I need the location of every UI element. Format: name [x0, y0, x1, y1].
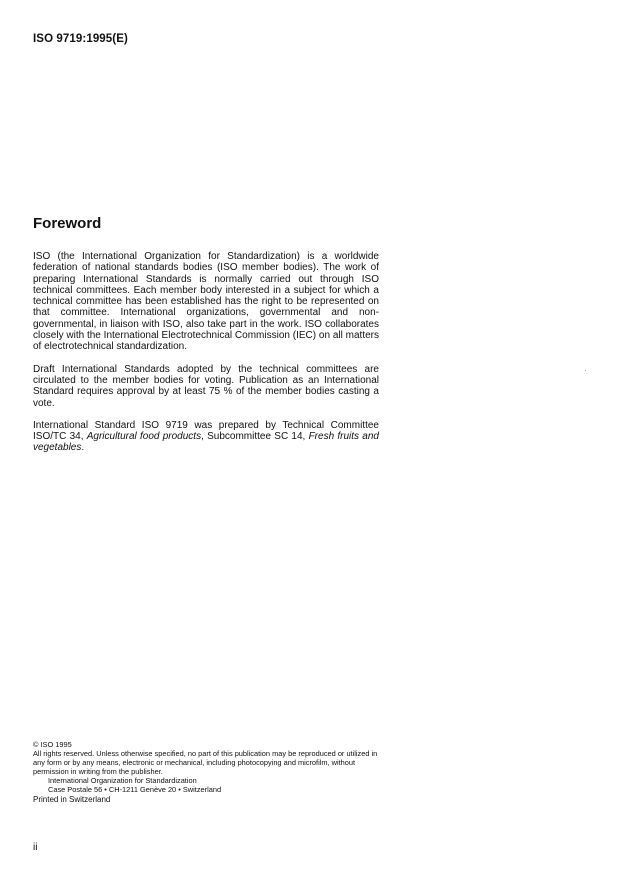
- foreword-paragraph-3: [33, 420, 379, 454]
- paragraph-3-text-a: International Standard ISO 9719 was prepared by Technical Committee ISO/TC 34,: [33, 419, 379, 443]
- document-identifier: ISO 9719:1995(E): [33, 33, 128, 45]
- foreword-heading: Foreword: [33, 215, 102, 232]
- tc-title: Agricultural food products: [86, 431, 202, 443]
- organization-name: International Organization for Standardization: [48, 776, 197, 785]
- foreword-paragraph-1: ISO (the International Organization for Standardization) is a worldwide federation of national standards bodies (ISO member bodies). The work of preparing International Standards is normally carried out through ISO technical committees. Each member body interested in a subject for which a technical committee has been established has the right to be represented on that committee. International organizations, governmental and non-governmental, in liaison with ISO, also take part in the work. ISO collaborates closely with the International Electrotechnical Commission (IEC) on all matters of electrotechnical standardization.: [33, 251, 379, 353]
- paragraph-3-text-c: , Subcommittee SC 14,: [201, 431, 309, 443]
- foreword-paragraph-2: Draft International Standards adopted by the technical committees are circulated to the member bodies for voting. Publication as an International Standard requires approval by at least 75 % of the member bodies casting a vote.: [33, 363, 379, 409]
- copyright-line: © ISO 1995: [33, 740, 72, 749]
- paragraph-3-text-e: .: [81, 442, 85, 454]
- organization-address: Case Postale 56 • CH-1211 Genève 20 • Switzerland: [48, 785, 222, 794]
- rights-statement: All rights reserved. Unless otherwise specified, no part of this publication may be reproduced or utilized in any form or by any means, electronic or mechanical, including photocopying and microfilm, without permission in writing from the publisher.: [33, 749, 378, 776]
- copyright-block: [33, 740, 381, 804]
- foreword-body: [33, 251, 379, 465]
- printed-in: Printed in Switzerland: [33, 795, 111, 804]
- scan-speck: [585, 370, 586, 371]
- page-number: ii: [33, 842, 38, 853]
- sc-title: Fresh fruits and vegetables: [33, 431, 379, 454]
